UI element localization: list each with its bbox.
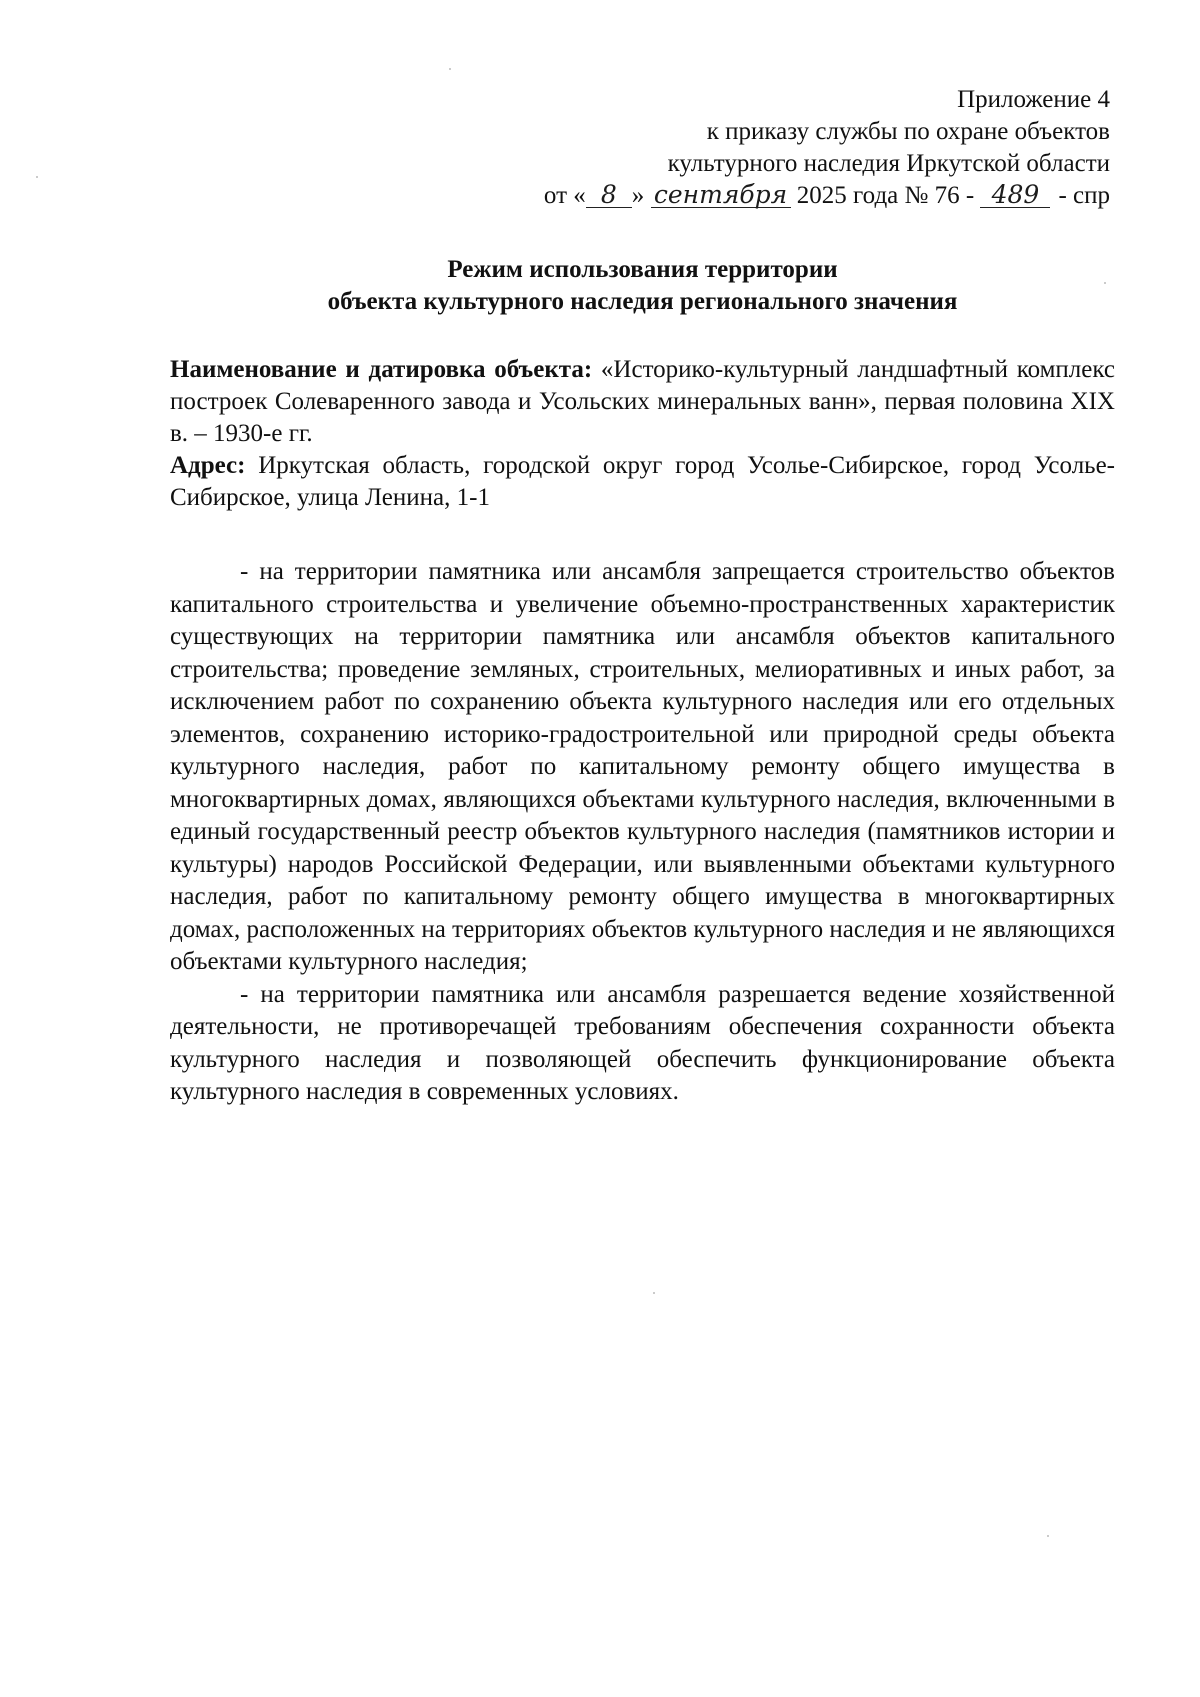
appendix-number: Приложение 4 [957, 86, 1110, 113]
regime-text [170, 556, 1115, 1109]
title-line-1: Режим использования территории [447, 256, 838, 283]
object-name-label: Наименование и датировка объекта: [170, 356, 593, 383]
date-prefix: от « [543, 182, 586, 209]
scan-speck [1047, 1535, 1049, 1537]
year-and-number: 2025 года № 76 - [796, 182, 975, 209]
order-reference-line: к приказу службы по охране объектов [706, 118, 1110, 145]
scan-speck [1104, 282, 1106, 284]
handwritten-day: 8 [586, 183, 632, 208]
regime-prohibition-paragraph: - на территории памятника или ансамбля запрещается строительство объектов капитального строительства и увеличение объемно-пространственных характеристик существующих на территории памятника или ансамбля объектов капитального строительства; проведение земляных, строительных, мелиоративных и иных работ, за исключением работ по сохранению объекта культурного наследия или его отдельных элементов, сохранению историко-градостроительной или природной среды объекта культурного наследия, работ по капитальному ремонту общего имущества в многоквартирных домах, являющихся объектами культурного наследия, включенными в единый государственный реестр объектов культурного наследия (памятников истории и культуры) народов Российской Федерации, или выявленными объектами культурного наследия, работ по капитальному ремонту общего имущества в многоквартирных домах, расположенных на территориях объектов культурного наследия и не являющихся объектами культурного наследия; [170, 558, 1115, 975]
appendix-header [410, 84, 1110, 212]
object-name-value: «Историко-культурный ландшафтный комплекс построек Солеваренного завода и Усольских минеральных ванн», первая половина XIX в. – 1930-е гг. [170, 356, 1115, 447]
scan-speck [449, 68, 451, 70]
handwritten-month: сентября [651, 183, 791, 208]
address-label: Адрес: [170, 452, 246, 479]
order-suffix: - спр [1058, 182, 1110, 209]
address-value: Иркутская область, городской округ город Усолье-Сибирское, город Усолье-Сибирское, улица Ленина, 1-1 [170, 452, 1116, 511]
regime-permission-paragraph: - на территории памятника или ансамбля разрешается ведение хозяйственной деятельности, не противоречащей требованиям обеспечения сохранности объекта культурного наследия и позволяющей обеспечить функционирование объекта культурного наследия в современных условиях. [170, 980, 1115, 1105]
address-paragraph [170, 450, 1115, 514]
order-date-line [410, 180, 1110, 212]
issuing-authority-line: культурного наследия Иркутской области [667, 150, 1110, 177]
handwritten-order-number: 489 [980, 183, 1050, 208]
object-info [170, 354, 1115, 514]
title-line-2: объекта культурного наследия регионального значения [327, 288, 958, 315]
document-title [170, 254, 1115, 318]
date-mid: » [631, 182, 645, 209]
scan-speck [653, 1292, 655, 1294]
scan-speck [36, 176, 38, 178]
object-name-paragraph [170, 354, 1115, 450]
